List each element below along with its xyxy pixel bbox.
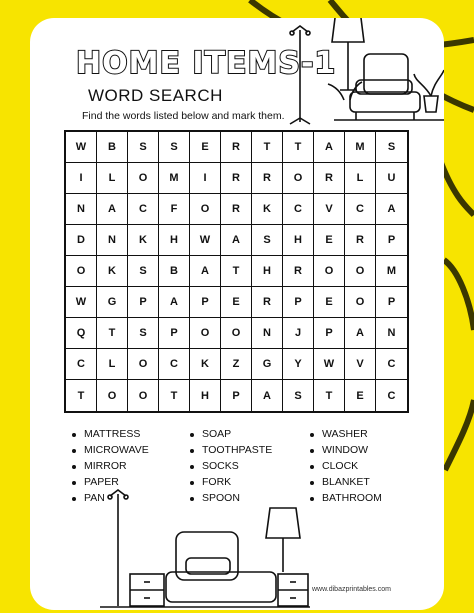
grid-cell: L <box>345 163 376 194</box>
grid-cell: O <box>97 380 128 411</box>
grid-cell: A <box>159 287 190 318</box>
grid-cell: R <box>221 194 252 225</box>
grid-cell: C <box>283 194 314 225</box>
floor-lamp-icon <box>266 508 300 572</box>
grid-cell: L <box>97 163 128 194</box>
grid-cell: A <box>190 256 221 287</box>
grid-cell: S <box>128 318 159 349</box>
word-list-item: BATHROOM <box>310 491 382 507</box>
grid-cell: H <box>159 225 190 256</box>
word-list-item: SOCKS <box>190 459 272 475</box>
grid-cell: D <box>66 225 97 256</box>
grid-cell: R <box>221 163 252 194</box>
grid-cell: T <box>283 132 314 163</box>
grid-cell: A <box>97 194 128 225</box>
grid-cell: A <box>345 318 376 349</box>
grid-cell: Y <box>283 349 314 380</box>
grid-cell: E <box>345 380 376 411</box>
grid-cell: B <box>97 132 128 163</box>
grid-cell: O <box>314 256 345 287</box>
grid-cell: P <box>314 318 345 349</box>
sofa-icon <box>334 54 444 120</box>
grid-cell: P <box>128 287 159 318</box>
grid-cell: A <box>221 225 252 256</box>
grid-cell: S <box>252 225 283 256</box>
word-list-item: WINDOW <box>310 443 382 459</box>
grid-cell: V <box>314 194 345 225</box>
word-list-item: FORK <box>190 475 272 491</box>
grid-cell: O <box>190 318 221 349</box>
grid-cell: R <box>252 287 283 318</box>
sofa-icon <box>166 532 276 602</box>
grid-cell: Q <box>66 318 97 349</box>
grid-cell: O <box>66 256 97 287</box>
grid-cell: W <box>66 287 97 318</box>
grid-cell: M <box>376 256 407 287</box>
grid-cell: B <box>159 256 190 287</box>
grid-cell: R <box>283 256 314 287</box>
grid-cell: P <box>159 318 190 349</box>
grid-cell: S <box>128 132 159 163</box>
grid-cell: J <box>283 318 314 349</box>
word-list-item: CLOCK <box>310 459 382 475</box>
grid-cell: I <box>190 163 221 194</box>
grid-cell: N <box>252 318 283 349</box>
grid-cell: T <box>66 380 97 411</box>
grid-cell: G <box>97 287 128 318</box>
grid-cell: R <box>252 163 283 194</box>
grid-cell: P <box>221 380 252 411</box>
grid-cell: O <box>128 349 159 380</box>
grid-cell: G <box>252 349 283 380</box>
footer-url: www.dibazprintables.com <box>312 586 391 593</box>
coat-rack-icon <box>108 490 128 606</box>
top-illustration <box>284 18 444 128</box>
grid-cell: T <box>314 380 345 411</box>
potted-plant-icon <box>328 70 444 112</box>
word-list-item: SOAP <box>190 427 272 443</box>
grid-cell: O <box>345 256 376 287</box>
grid-cell: T <box>97 318 128 349</box>
grid-cell: R <box>314 163 345 194</box>
grid-cell: L <box>97 349 128 380</box>
grid-cell: I <box>66 163 97 194</box>
word-list-item: MICROWAVE <box>72 443 149 459</box>
grid-cell: S <box>159 132 190 163</box>
grid-cell: E <box>221 287 252 318</box>
grid-cell: H <box>283 225 314 256</box>
grid-cell: A <box>314 132 345 163</box>
grid-cell: A <box>376 194 407 225</box>
coat-rack-icon <box>290 26 310 124</box>
grid-cell: C <box>345 194 376 225</box>
grid-cell: C <box>376 349 407 380</box>
grid-cell: W <box>314 349 345 380</box>
grid-cell: R <box>221 132 252 163</box>
word-list-item: SPOON <box>190 491 272 507</box>
grid-cell: O <box>190 194 221 225</box>
grid-cell: S <box>128 256 159 287</box>
grid-cell: T <box>159 380 190 411</box>
word-list-item: BLANKET <box>310 475 382 491</box>
grid-cell: W <box>190 225 221 256</box>
grid-cell: M <box>345 132 376 163</box>
worksheet-card <box>30 18 444 610</box>
grid-cell: S <box>376 132 407 163</box>
grid-cell: O <box>283 163 314 194</box>
word-list-item: MIRROR <box>72 459 149 475</box>
word-list-item: MATTRESS <box>72 427 149 443</box>
grid-cell: R <box>345 225 376 256</box>
grid-cell: W <box>66 132 97 163</box>
grid-cell: K <box>252 194 283 225</box>
grid-cell: H <box>252 256 283 287</box>
drawer-cabinet-icon <box>278 574 308 606</box>
grid-cell: E <box>190 132 221 163</box>
drawer-cabinet-icon <box>130 574 164 606</box>
grid-cell: K <box>128 225 159 256</box>
grid-cell: N <box>66 194 97 225</box>
word-list-item: PAPER <box>72 475 149 491</box>
grid-cell: P <box>376 287 407 318</box>
grid-cell: A <box>252 380 283 411</box>
grid-cell: H <box>190 380 221 411</box>
grid-cell: P <box>190 287 221 318</box>
word-list-item: WASHER <box>310 427 382 443</box>
grid-cell: V <box>345 349 376 380</box>
grid-cell: C <box>159 349 190 380</box>
grid-cell: E <box>314 225 345 256</box>
grid-cell: T <box>221 256 252 287</box>
word-list-column-3 <box>310 427 382 507</box>
bottom-illustration <box>100 486 310 610</box>
grid-cell: U <box>376 163 407 194</box>
grid-cell: E <box>314 287 345 318</box>
word-search-grid <box>64 130 409 413</box>
instructions-text: Find the words listed below and mark them. <box>82 110 285 122</box>
grid-cell: O <box>345 287 376 318</box>
grid-cell: S <box>283 380 314 411</box>
word-list-item: TOOTHPASTE <box>190 443 272 459</box>
floor-lamp-icon <box>332 18 364 90</box>
grid-cell: T <box>252 132 283 163</box>
grid-cell: O <box>128 380 159 411</box>
grid-cell: P <box>376 225 407 256</box>
grid-cell: O <box>221 318 252 349</box>
grid-cell: P <box>283 287 314 318</box>
grid-cell: K <box>97 256 128 287</box>
word-list-item: PAN <box>72 491 149 507</box>
grid-cell: K <box>190 349 221 380</box>
grid-cell: O <box>128 163 159 194</box>
page-title: HOME ITEMS-1 <box>76 46 337 81</box>
grid-cell: N <box>97 225 128 256</box>
grid-cell: M <box>159 163 190 194</box>
grid-cell: F <box>159 194 190 225</box>
page-subtitle: WORD SEARCH <box>88 86 223 105</box>
grid-cell: C <box>128 194 159 225</box>
grid-cell: N <box>376 318 407 349</box>
grid-cell: C <box>387 389 396 402</box>
grid-cell: Z <box>221 349 252 380</box>
grid-cell: C <box>66 349 97 380</box>
